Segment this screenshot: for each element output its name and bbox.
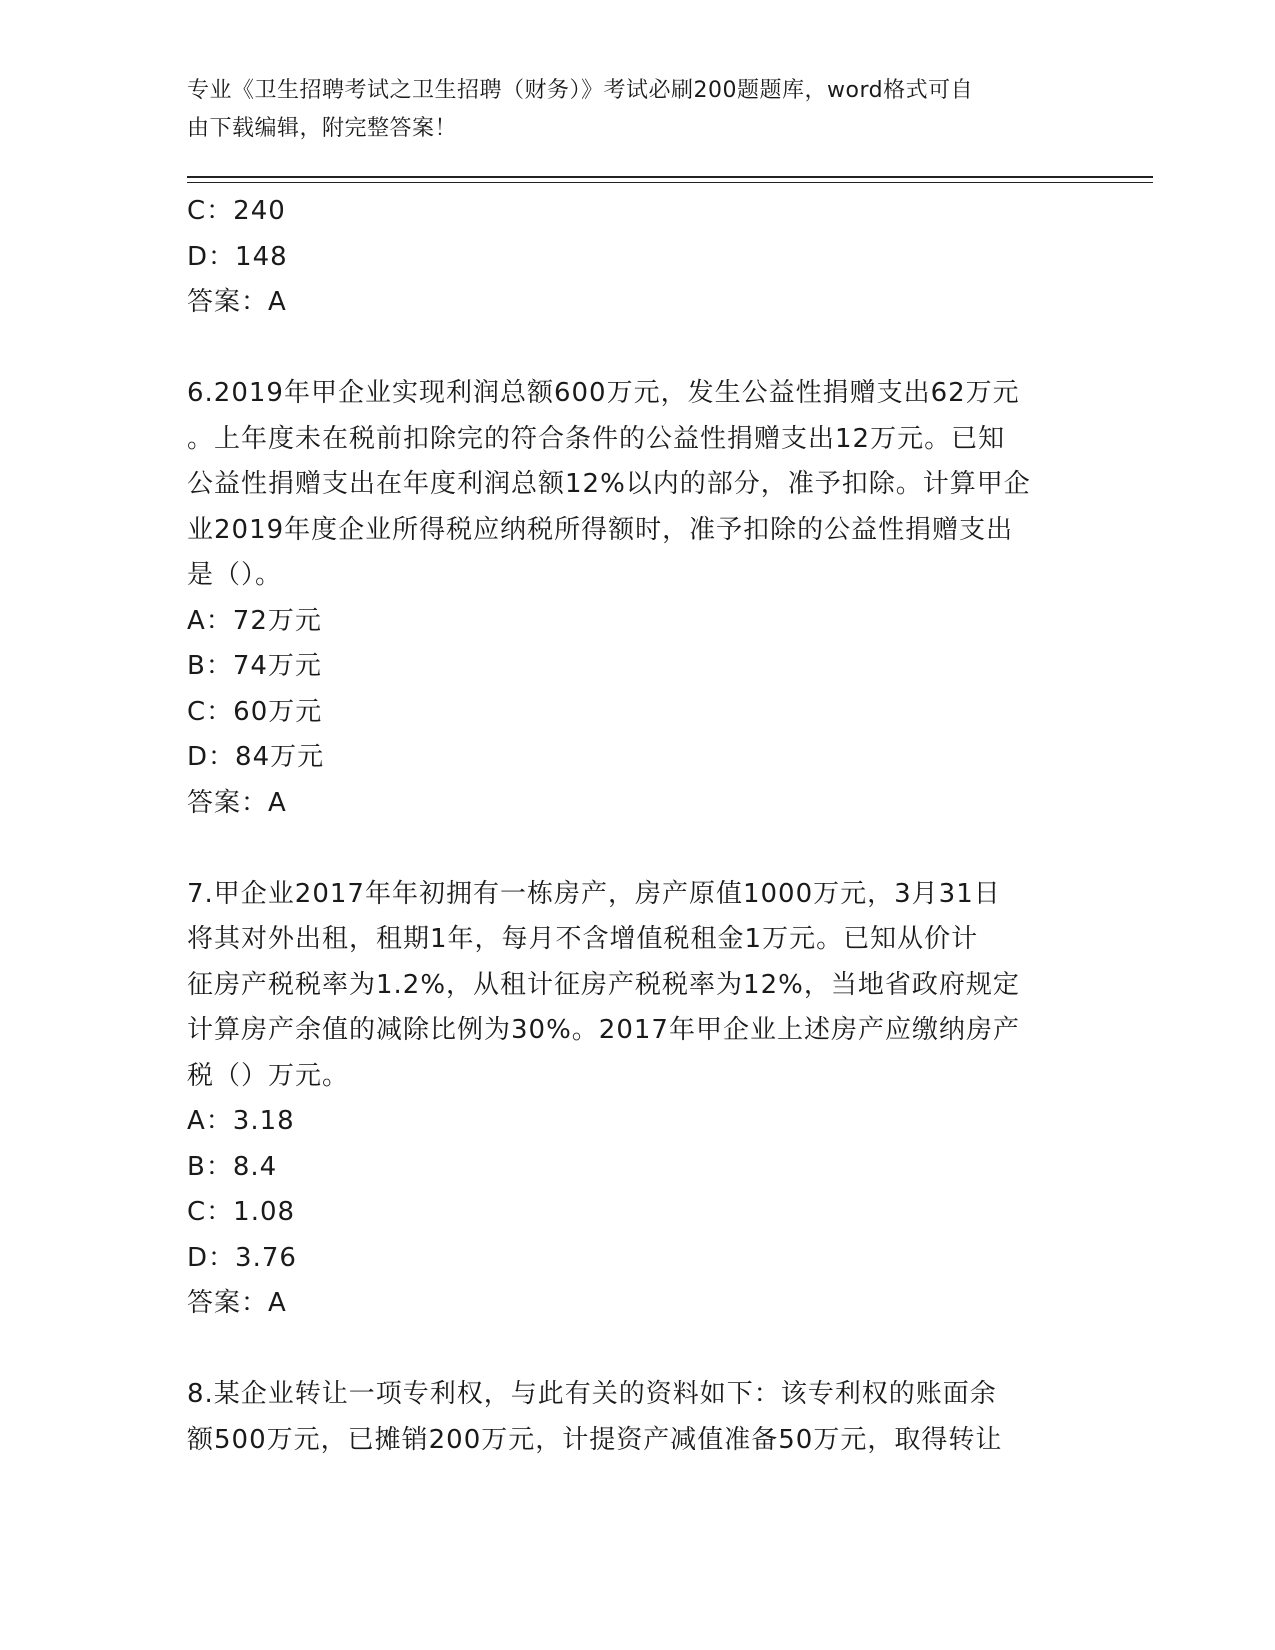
question-8 bbox=[187, 1372, 1087, 1463]
option-d: D：148 bbox=[187, 241, 288, 272]
answer: 答案：A bbox=[187, 1288, 287, 1318]
question-7 bbox=[187, 872, 1087, 1327]
option-a: A：72万元 bbox=[187, 605, 322, 636]
header-divider bbox=[187, 176, 1153, 183]
question-text-line: 将其对外出租，租期1年，每月不含增值税租金1万元。已知从价计 bbox=[187, 924, 979, 954]
option-b: B：8.4 bbox=[187, 1151, 278, 1182]
header-line-1: 专业《卫生招聘考试之卫生招聘（财务）》考试必刷200题题库，word格式可自 bbox=[187, 78, 974, 103]
question-text-line: 6.2019年甲企业实现利润总额600万元，发生公益性捐赠支出62万元 bbox=[187, 378, 1020, 408]
option-c: C：1.08 bbox=[187, 1197, 296, 1227]
question-text-line: 额500万元，已摊销200万元，计提资产减值准备50万元，取得转让 bbox=[187, 1424, 1003, 1455]
option-a: A：3.18 bbox=[187, 1106, 295, 1136]
question-text-line: 公益性捐赠支出在年度利润总额12%以内的部分，准予扣除。计算甲企 bbox=[187, 469, 1031, 499]
question-text-line: 计算房产余值的减除比例为30%。2017年甲企业上述房产应缴纳房产 bbox=[187, 1015, 1020, 1045]
document-body bbox=[187, 189, 1087, 1463]
question-text-line: 业2019年度企业所得税应纳税所得额时，准予扣除的公益性捐赠支出 bbox=[187, 514, 1014, 545]
question-text-line: 征房产税税率为1.2%，从租计征房产税税率为12%，当地省政府规定 bbox=[187, 969, 1020, 1000]
question-6 bbox=[187, 371, 1087, 826]
option-c: C：240 bbox=[187, 196, 286, 226]
question-text-line: 8.某企业转让一项专利权，与此有关的资料如下：该专利权的账面余 bbox=[187, 1379, 997, 1409]
page-header bbox=[187, 72, 1067, 148]
answer: 答案：A bbox=[187, 787, 287, 818]
option-b: B：74万元 bbox=[187, 651, 322, 681]
answer: 答案：A bbox=[187, 287, 287, 317]
option-d: D：3.76 bbox=[187, 1242, 297, 1273]
option-c: C：60万元 bbox=[187, 696, 323, 727]
question-text-line: 是（）。 bbox=[187, 560, 283, 590]
option-d: D：84万元 bbox=[187, 742, 325, 772]
header-line-2: 由下载编辑，附完整答案！ bbox=[187, 116, 458, 141]
question-text-line: 。上年度未在税前扣除完的符合条件的公益性捐赠支出12万元。已知 bbox=[187, 423, 1006, 454]
question-text-line: 7.甲企业2017年年初拥有一栋房产，房产原值1000万元，3月31日 bbox=[187, 878, 1001, 909]
question-text-line: 税（）万元。 bbox=[187, 1060, 350, 1091]
